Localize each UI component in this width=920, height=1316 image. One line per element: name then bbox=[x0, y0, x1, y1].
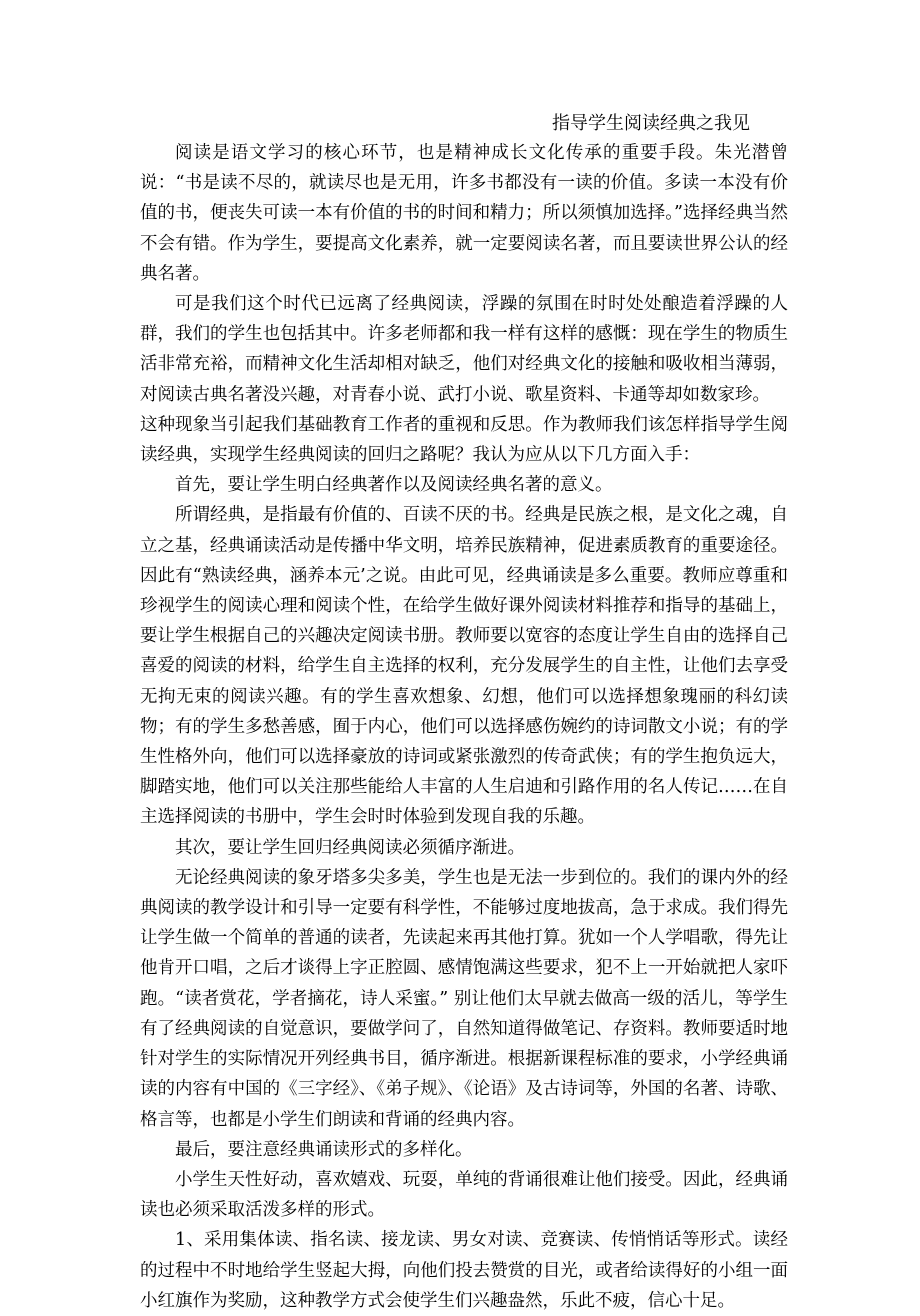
paragraph: 小学生天性好动，喜欢嬉戏、玩耍，单纯的背诵很难让他们接受。因此，经典诵读也必须采取活泼多样的形式。 bbox=[140, 1169, 788, 1221]
document-title: 指导学生阅读经典之我见 bbox=[552, 113, 750, 134]
paragraph: 最后，要注意经典诵读形式的多样化。 bbox=[175, 1139, 473, 1160]
paragraph: 阅读是语文学习的核心环节，也是精神成长文化传承的重要手段。朱光潜曾说：“书是读不尽的，就读尽也是无用，许多书都没有一读的价值。多读一本没有价值的书，便丧失可读一本有价值的书的时间和精力；所以须慎加选择。”选择经典当然不会有错。作为学生，要提高文化素养，就一定要阅读名著，而且要读世界公认的经典名著。 bbox=[140, 143, 788, 284]
paragraph: 无论经典阅读的象牙塔多尖多美，学生也是无法一步到位的。我们的课内外的经典阅读的教学设计和引导一定要有科学性，不能够过度地拔高，急于求成。我们得先让学生做一个简单的普通的读者，先读起来再其他打算。犹如一个人学唱歌，得先让他肯开口唱，之后才谈得上字正腔圆、感情饱满这些要求，犯不上一开始就把人家吓跑。“读者赏花，学者摘花，诗人采蜜。” 别让他们太早就去做高一级的活儿，等学生有了经典阅读的自觉意识，要做学问了，自然知道得做笔记、存资料。教师要适时地针对学生的实际情况开列经典书目，循序渐进。根据新课程标准的要求，小学经典诵读的内容有中国的《三字经》、《弟子规》、《论语》及古诗词等，外国的名著、诗歌、格言等，也都是小学生们朗读和背诵的经典内容。 bbox=[140, 867, 788, 1130]
paragraph: 其次，要让学生回归经典阅读必须循序渐进。 bbox=[175, 837, 525, 858]
paragraph: 所谓经典，是指最有价值的、百读不厌的书。经典是民族之根，是文化之魂，自立之基，经典诵读活动是传播中华文明，培养民族精神，促进素质教育的重要途径。因此有“熟读经典，涵养本元’之说。由此可见，经典诵读是多么重要。教师应尊重和珍视学生的阅读心理和阅读个性，在给学生做好课外阅读材料推荐和指导的基础上，要让学生根据自己的兴趣决定阅读书册。教师要以宽容的态度让学生自由的选择自己喜爱的阅读的材料，给学生自主选择的权利，充分发展学生的自主性，让他们去享受无拘无束的阅读兴趣。有的学生喜欢想象、幻想，他们可以选择想象瑰丽的科幻读物；有的学生多愁善感，囿于内心，他们可以选择感伤婉约的诗词散文小说；有的学生性格外向，他们可以选择豪放的诗词或紧张激烈的传奇武侠；有的学生抱负远大，脚踏实地，他们可以关注那些能给人丰富的人生启迪和引路作用的名人传记……在自主选择阅读的书册中，学生会时时体验到发现自我的乐趣。 bbox=[140, 505, 788, 828]
paragraph: 首先，要让学生明白经典著作以及阅读经典名著的意义。 bbox=[175, 475, 613, 496]
paragraph: 1、采用集体读、指名读、接龙读、男女对读、竞赛读、传悄悄话等形式。读经的过程中不时地给学生竖起大拇，向他们投去赞赏的目光，或者给读得好的小组一面小红旗作为奖励，这种教学方式会使学生们兴趣盎然，乐此不疲，信心十足。 bbox=[140, 1230, 788, 1311]
document-body bbox=[140, 138, 788, 1316]
document-page bbox=[140, 110, 788, 1316]
paragraph: 可是我们这个时代已远离了经典阅读，浮躁的氛围在时时处处酿造着浮躁的人群，我们的学生也包括其中。许多老师都和我一样有这样的感慨：现在学生的物质生活非常充裕，而精神文化生活却相对缺乏，他们对经典文化的接触和吸收相当薄弱，对阅读古典名著没兴趣，对青春小说、武打小说、歌星资料、卡通等却如数家珍。 bbox=[140, 294, 788, 405]
paragraph: 这种现象当引起我们基础教育工作者的重视和反思。作为教师我们该怎样指导学生阅读经典，实现学生经典阅读的回归之路呢？我认为应从以下几方面入手： bbox=[140, 414, 788, 466]
